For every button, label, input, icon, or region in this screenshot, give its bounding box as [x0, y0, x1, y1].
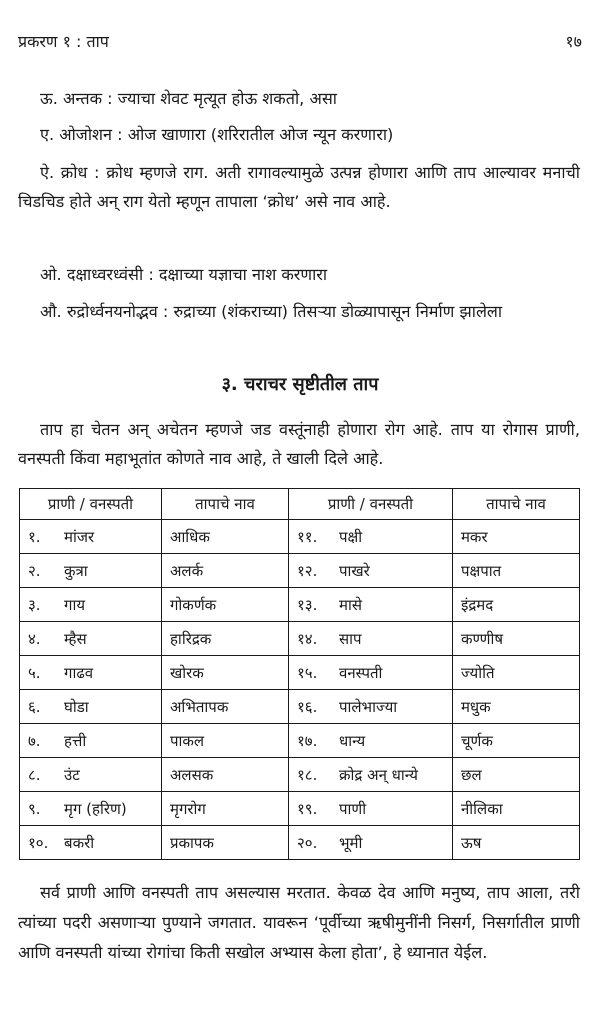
row-number: १८. — [296, 765, 318, 784]
page-number: १७ — [565, 32, 582, 51]
animal-name: बकरी — [64, 833, 95, 852]
fever-name-cell: आधिक — [161, 520, 288, 554]
table-row — [20, 656, 580, 690]
animal-cell — [20, 622, 162, 656]
definition-antaka: ऊ. अन्तक : ज्याचा शेवट मृत्यूत होऊ शकतो, असा — [40, 89, 337, 108]
animal-name: गाढव — [64, 663, 94, 682]
animal-name: पक्षी — [338, 527, 363, 546]
animal-cell — [288, 622, 452, 656]
row-number: १९. — [296, 799, 318, 818]
animal-cell — [288, 724, 452, 758]
fever-name-cell: पाकल — [161, 724, 288, 758]
row-number: ६. — [28, 697, 41, 716]
animal-cell — [288, 758, 452, 792]
animal-name: घोडा — [64, 697, 89, 716]
row-number: ८. — [28, 765, 41, 784]
animal-cell — [20, 758, 162, 792]
table-row — [20, 554, 580, 588]
animal-name: भूमी — [338, 833, 363, 852]
row-number: २०. — [296, 833, 318, 852]
animal-cell — [20, 520, 162, 554]
row-number: १३. — [296, 595, 318, 614]
closing-paragraph: सर्व प्राणी आणि वनस्पती ताप असल्यास मरतात. केवळ देव आणि मनुष्य, ताप आला, तरी त्यांच्या पदरी असणाऱ्या पुण्याने जगतात. यावरून ‘पूर्वीच्या ऋषीमुनींनी निसर्ग, निसर्गातील प्राणी आणि वनस्पती यांच्या रोगांचा किती सखोल अभ्यास केला होता’, हे ध्यानात येईल. — [18, 883, 580, 962]
animal-name: पाणी — [338, 799, 367, 818]
row-number: ९. — [28, 799, 41, 818]
animal-name: गाय — [64, 595, 86, 614]
fever-name-cell: कण्णीष — [452, 622, 579, 656]
fever-name-cell: पक्षपात — [452, 554, 579, 588]
header-animal-plant-1: प्राणी / वनस्पती — [20, 489, 162, 520]
fever-name-cell: हारिद्रक — [161, 622, 288, 656]
animal-name: कुत्रा — [64, 561, 88, 580]
definition-ojoshan: ए. ओजोशन : ओज खाणारा (शरिरातील ओज न्यून करणारा) — [40, 125, 394, 144]
animal-name: म्हैस — [64, 629, 87, 648]
table-row — [20, 690, 580, 724]
fever-names-table — [19, 488, 580, 860]
table-row — [20, 792, 580, 826]
animal-name: साप — [338, 629, 362, 648]
row-number: १४. — [296, 629, 318, 648]
animal-cell — [20, 690, 162, 724]
row-number: ५. — [28, 663, 41, 682]
animal-cell — [288, 554, 452, 588]
animal-name: पालेभाज्या — [338, 697, 398, 716]
animal-name: हत्ती — [64, 731, 87, 750]
fever-name-cell: इंद्रमद — [452, 588, 579, 622]
fever-name-cell: अलसक — [161, 758, 288, 792]
row-number: १. — [28, 527, 41, 546]
animal-cell — [288, 690, 452, 724]
header-animal-plant-2: प्राणी / वनस्पती — [288, 489, 452, 520]
animal-name: मासे — [338, 595, 362, 614]
definition-rudrordhvanayanodbhava: औ. रुद्रोर्ध्वनयनोद्भव : रुद्राच्या (शंकराच्या) तिसऱ्या डोळ्यापासून निर्माण झालेला — [40, 302, 503, 321]
animal-name: क्रोद्र अन् धान्ये — [338, 765, 418, 784]
row-number: ४. — [28, 629, 41, 648]
fever-name-cell: अभितापक — [161, 690, 288, 724]
row-number: ११. — [296, 527, 318, 546]
fever-name-cell: छल — [452, 758, 579, 792]
header-fever-name-1: तापाचे नाव — [161, 489, 288, 520]
row-number: १०. — [28, 833, 49, 852]
row-number: ३. — [28, 595, 41, 614]
animal-name: वनस्पती — [338, 663, 383, 682]
animal-cell — [20, 554, 162, 588]
row-number: १६. — [296, 697, 318, 716]
table-row — [20, 588, 580, 622]
definition-dakshadhvaradhvamsi: ओ. दक्षाध्वरध्वंसी : दक्षाच्या यज्ञाचा नाश करणारा — [40, 265, 328, 284]
fever-name-cell: अलर्क — [161, 554, 288, 588]
fever-name-cell: गोकर्णक — [161, 588, 288, 622]
animal-cell — [20, 656, 162, 690]
table-row — [20, 520, 580, 554]
fever-name-cell: मधुक — [452, 690, 579, 724]
animal-cell — [288, 656, 452, 690]
fever-name-cell: नीलिका — [452, 792, 579, 826]
row-number: १७. — [296, 731, 318, 750]
animal-cell — [20, 826, 162, 860]
row-number: १२. — [296, 561, 318, 580]
section-heading: ३. चराचर सृष्टीतील ताप — [221, 374, 379, 395]
running-header — [18, 30, 582, 54]
animal-name: धान्य — [338, 731, 366, 750]
animal-cell — [20, 792, 162, 826]
animal-cell — [20, 588, 162, 622]
animal-cell — [288, 588, 452, 622]
animal-name: उंट — [64, 765, 80, 784]
fever-name-cell: खोरक — [161, 656, 288, 690]
row-number: ७. — [28, 731, 41, 750]
animal-name: मांजर — [64, 527, 95, 546]
section-intro: ताप हा चेतन अन् अचेतन म्हणजे जड वस्तूंनाही होणारा रोग आहे. ताप या रोगास प्राणी, वनस्पती किंवा महाभूतांत कोणते नाव आहे, ते खाली दिले आहे. — [18, 420, 580, 468]
animal-cell — [288, 520, 452, 554]
table-row — [20, 622, 580, 656]
fever-name-cell: मकर — [452, 520, 579, 554]
fever-name-cell: मृगरोग — [161, 792, 288, 826]
animal-name: पाखरे — [338, 561, 370, 580]
animal-name: मृग (हरिण) — [64, 799, 127, 818]
fever-name-cell: ऊष — [452, 826, 579, 860]
fever-name-cell: प्रकापक — [161, 826, 288, 860]
chapter-title: प्रकरण १ : ताप — [18, 32, 109, 51]
fever-name-cell: चूर्णक — [452, 724, 579, 758]
animal-cell — [20, 724, 162, 758]
table-header-row — [20, 489, 580, 520]
table-row — [20, 758, 580, 792]
table-row — [20, 724, 580, 758]
row-number: १५. — [296, 663, 318, 682]
animal-cell — [288, 792, 452, 826]
fever-name-cell: ज्योति — [452, 656, 579, 690]
header-fever-name-2: तापाचे नाव — [452, 489, 579, 520]
definition-krodha: ऐ. क्रोध : क्रोध म्हणजे राग. अती रागावल्यामुळे उत्पन्न होणारा आणि ताप आल्यावर मनाची चिडचिड होते अन् राग येतो म्हणून तापाला ‘क्रोध’ असे नाव आहे. — [18, 163, 580, 211]
table-row — [20, 826, 580, 860]
row-number: २. — [28, 561, 41, 580]
animal-cell — [288, 826, 452, 860]
